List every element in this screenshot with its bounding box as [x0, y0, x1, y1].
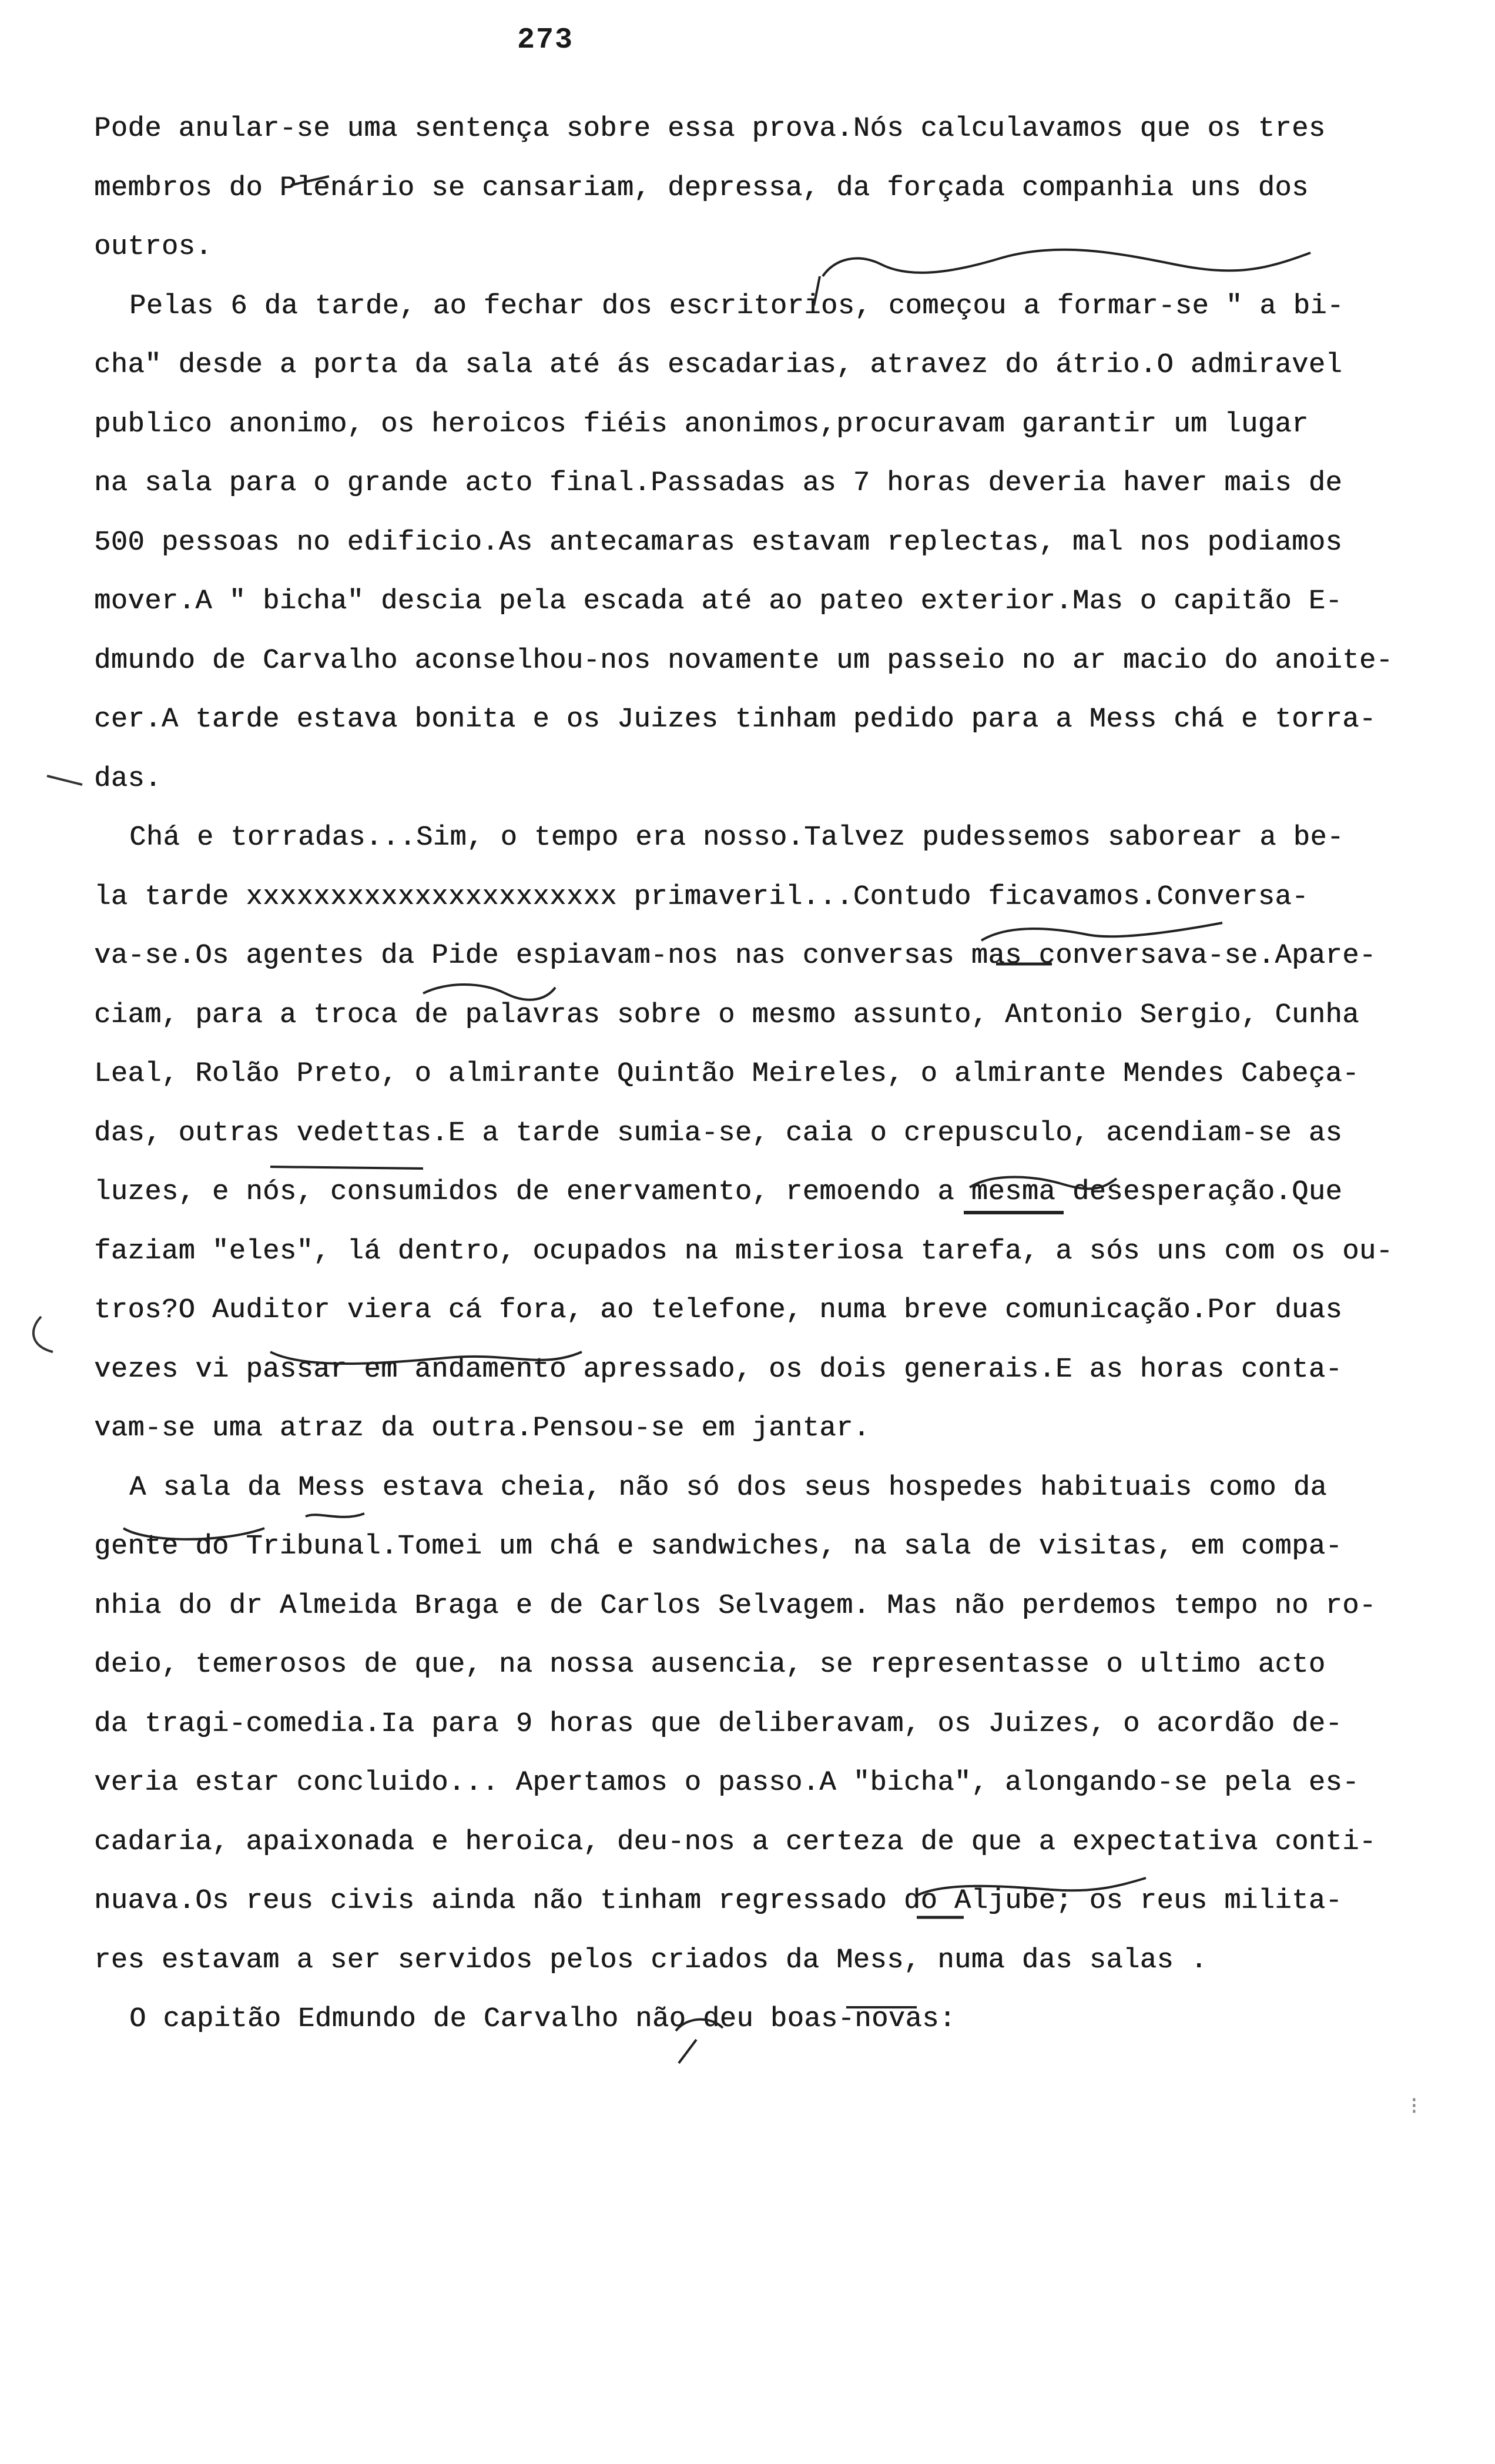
text-line: das. — [94, 763, 162, 795]
text-line: va-se.Os agentes da Pide espiavam-nos nas conversas mas conversava-se.Apare- — [94, 940, 1376, 972]
text-line: Pode anular-se uma sentença sobre essa prova.Nós calculavamos que os tres — [94, 113, 1326, 145]
text-line: gente do Tribunal.Tomei um chá e sandwiches, na sala de visitas, em compa- — [94, 1531, 1343, 1562]
text-line: da tragi-comedia.Ia para 9 horas que deliberavam, os Juizes, o acordão de- — [94, 1708, 1343, 1740]
text-line: cadaria, apaixonada e heroica, deu-nos a certeza de que a expectativa conti- — [94, 1826, 1376, 1858]
text-line: veria estar concluido... Apertamos o passo.A "bicha", alongando-se pela es- — [94, 1767, 1359, 1799]
text-line: tros?O Auditor viera cá fora, ao telefone, numa breve comunicação.Por duas — [94, 1295, 1343, 1326]
text-line: cer.A tarde estava bonita e os Juizes tinham pedido para a Mess chá e torra- — [94, 704, 1376, 735]
text-line: dmundo de Carvalho aconselhou-nos novamente um passeio no ar macio do anoite- — [94, 645, 1393, 677]
text-line: outros. — [94, 232, 212, 263]
text-line: Leal, Rolão Preto, o almirante Quintão Meireles, o almirante Mendes Cabeça- — [94, 1059, 1359, 1090]
text-line: 500 pessoas no edificio.As antecamaras estavam replectas, mal nos podiamos — [94, 527, 1343, 558]
text-line: faziam "eles", lá dentro, ocupados na misteriosa tarefa, a sós uns com os ou- — [94, 1236, 1393, 1267]
margin-bracket-mark — [33, 1317, 53, 1352]
text-line: vezes vi passar em andamento apressado, os dois generais.E as horas conta- — [94, 1354, 1343, 1385]
text-line: Chá e torradas...Sim, o tempo era nosso.Talvez pudessemos saborear a be- — [129, 822, 1344, 853]
text-line: vam-se uma atraz da outra.Pensou-se em jantar. — [94, 1413, 870, 1444]
text-line: nuava.Os reus civis ainda não tinham regressado do Aljube; os reus milita- — [94, 1886, 1343, 1917]
text-line: publico anonimo, os heroicos fiéis anonimos,procuravam garantir um lugar — [94, 409, 1309, 440]
text-line: membros do Plenário se cansariam, depressa, da forçada companhia uns dos — [94, 172, 1309, 204]
text-line: ciam, para a troca de palavras sobre o mesmo assunto, Antonio Sergio, Cunha — [94, 999, 1359, 1031]
margin-bracket-mark — [47, 776, 82, 785]
text-line: Pelas 6 da tarde, ao fechar dos escritorios, começou a formar-se " a bi- — [129, 290, 1344, 322]
stray-margin-mark: ⁝ — [1410, 2095, 1418, 2121]
text-line: cha" desde a porta da sala até ás escadarias, atravez do átrio.O admiravel — [94, 350, 1343, 381]
text-line: das, outras vedettas.E a tarde sumia-se, caia o crepusculo, acendiam-se as — [94, 1117, 1343, 1149]
text-line: luzes, e nós, consumidos de enervamento, remoendo a mesma desesperação.Que — [94, 1177, 1343, 1208]
text-line: mover.A " bicha" descia pela escada até ao pateo exterior.Mas o capitão E- — [94, 586, 1343, 617]
page-number: 273 — [517, 24, 574, 57]
text-line: nhia do dr Almeida Braga e de Carlos Selvagem. Mas não perdemos tempo no ro- — [94, 1590, 1376, 1622]
text-line: res estavam a ser servidos pelos criados da Mess, numa das salas . — [94, 1944, 1208, 1976]
text-line: la tarde xxxxxxxxxxxxxxxxxxxxxx primaveril...Contudo ficavamos.Conversa- — [94, 881, 1309, 913]
text-line: deio, temerosos de que, na nossa ausencia, se representasse o ultimo acto — [94, 1649, 1326, 1680]
text-line: na sala para o grande acto final.Passadas as 7 horas deveria haver mais de — [94, 468, 1343, 499]
text-line: A sala da Mess estava cheia, não só dos seus hospedes habituais como da — [129, 1472, 1328, 1504]
body-text — [94, 100, 1446, 2050]
text-line: O capitão Edmundo de Carvalho não deu boas-novas: — [129, 2004, 956, 2035]
